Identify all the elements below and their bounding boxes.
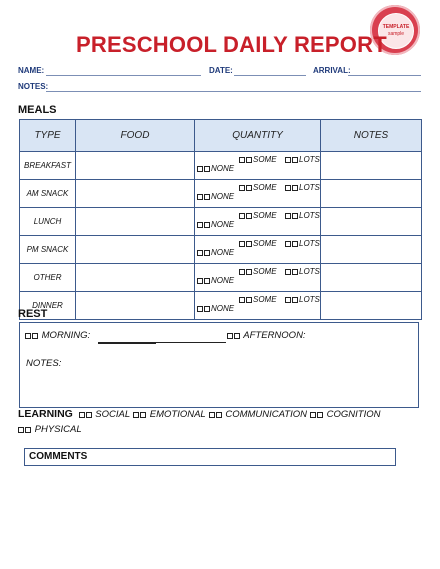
meals-table [19,119,422,320]
meal-food-cell[interactable] [76,264,195,292]
checkbox[interactable] [197,222,203,228]
morning-option[interactable] [25,330,90,341]
meal-row [20,236,422,264]
arrival-field[interactable] [348,75,421,76]
qty-none-label: NONE [211,164,235,173]
qty-some-label: SOME [253,183,277,192]
meal-quantity-cell [195,236,321,264]
qty-none-option[interactable] [197,276,234,285]
meal-notes-cell[interactable] [321,208,422,236]
qty-lots-option[interactable] [285,183,320,192]
morning-field-underline [98,343,156,344]
checkbox[interactable] [234,333,240,339]
checkbox[interactable] [239,157,245,163]
checkbox[interactable] [292,241,298,247]
checkbox[interactable] [25,427,31,433]
date-label: DATE: [209,66,233,75]
name-label: NAME: [18,66,45,75]
checkbox[interactable] [204,250,210,256]
checkbox[interactable] [310,412,316,418]
badge-line1: TEMPLATE [382,24,410,30]
checkbox[interactable] [197,278,203,284]
checkbox[interactable] [285,213,291,219]
qty-none-option[interactable] [197,248,234,257]
meal-type: AM SNACK [20,180,76,208]
meal-quantity-cell [195,180,321,208]
checkbox[interactable] [209,412,215,418]
checkbox[interactable] [204,306,210,312]
qty-some-option[interactable] [239,155,277,164]
checkbox[interactable] [18,427,24,433]
qty-lots-option[interactable] [285,239,320,248]
qty-some-label: SOME [253,211,277,220]
meal-notes-cell[interactable] [321,264,422,292]
rest-box [19,322,419,408]
meal-row [20,292,422,320]
checkbox[interactable] [227,333,233,339]
qty-some-label: SOME [253,239,277,248]
checkbox[interactable] [197,250,203,256]
checkbox[interactable] [292,297,298,303]
qty-some-label: SOME [253,267,277,276]
qty-lots-option[interactable] [285,155,320,164]
learning-option-label: SOCIAL [95,409,131,420]
checkbox[interactable] [292,213,298,219]
qty-some-option[interactable] [239,239,277,248]
meal-type: PM SNACK [20,236,76,264]
meal-notes-cell[interactable] [321,236,422,264]
qty-none-option[interactable] [197,164,234,173]
checkbox[interactable] [285,241,291,247]
comments-box[interactable]: COMMENTS [24,448,396,466]
meal-quantity-cell [195,152,321,180]
checkbox[interactable] [133,412,139,418]
qty-none-option[interactable] [197,192,234,201]
checkbox[interactable] [32,333,38,339]
afternoon-label: AFTERNOON: [243,330,306,341]
qty-some-option[interactable] [239,267,277,276]
learning-option[interactable] [18,424,380,435]
qty-some-label: SOME [253,295,277,304]
checkbox[interactable] [246,269,252,275]
checkbox[interactable] [317,412,323,418]
learning-options [18,409,380,435]
checkbox[interactable] [246,185,252,191]
learning-section [18,408,380,435]
qty-lots-label: LOTS [299,239,320,248]
learning-option[interactable] [209,409,307,420]
checkbox[interactable] [239,241,245,247]
meal-food-cell[interactable] [76,292,195,320]
checkbox[interactable] [197,166,203,172]
checkbox[interactable] [246,157,252,163]
checkbox[interactable] [285,269,291,275]
meal-type: DINNER [20,292,76,320]
checkbox[interactable] [285,157,291,163]
qty-none-label: NONE [211,248,235,257]
checkbox[interactable] [140,412,146,418]
checkbox[interactable] [204,222,210,228]
qty-none-label: NONE [211,276,235,285]
qty-none-label: NONE [211,192,235,201]
meal-notes-cell[interactable] [321,180,422,208]
meal-quantity-cell [195,292,321,320]
rest-heading: REST [18,308,48,320]
learning-option[interactable] [133,409,206,420]
badge-line2: sample [387,31,405,37]
qty-none-label: NONE [211,220,235,229]
meal-notes-cell[interactable] [321,152,422,180]
checkbox[interactable] [79,412,85,418]
qty-some-option[interactable] [239,295,277,304]
checkbox[interactable] [246,297,252,303]
col-notes: NOTES [321,120,422,152]
meal-food-cell[interactable] [76,208,195,236]
meal-row [20,152,422,180]
learning-option-label: EMOTIONAL [149,409,206,420]
learning-option[interactable] [79,409,131,420]
meals-header-row [20,120,422,152]
afternoon-option[interactable] [227,330,306,341]
qty-lots-label: LOTS [299,267,320,276]
date-field[interactable] [234,75,306,76]
checkbox[interactable] [246,213,252,219]
checkbox[interactable] [239,185,245,191]
checkbox[interactable] [239,213,245,219]
qty-lots-label: LOTS [299,295,320,304]
checkbox[interactable] [204,194,210,200]
qty-lots-option[interactable] [285,267,320,276]
notes-field[interactable] [46,91,421,92]
qty-none-option[interactable] [197,220,234,229]
qty-some-label: SOME [253,155,277,164]
meal-quantity-cell [195,208,321,236]
qty-some-option[interactable] [239,183,277,192]
notes-label: NOTES: [18,82,49,91]
checkbox[interactable] [285,297,291,303]
qty-lots-label: LOTS [299,155,320,164]
meal-type: OTHER [20,264,76,292]
qty-lots-option[interactable] [285,211,320,220]
checkbox[interactable] [285,185,291,191]
page-title: PRESCHOOL DAILY REPORT [76,32,387,57]
checkbox[interactable] [86,412,92,418]
learning-option-label: COGNITION [326,409,381,420]
meal-row [20,208,422,236]
checkbox[interactable] [216,412,222,418]
checkbox[interactable] [239,269,245,275]
col-type: TYPE [20,120,76,152]
meal-type: BREAKFAST [20,152,76,180]
checkbox[interactable] [292,269,298,275]
learning-heading: LEARNING [18,408,73,420]
checkbox[interactable] [204,278,210,284]
meal-notes-cell[interactable] [321,292,422,320]
qty-lots-label: LOTS [299,211,320,220]
qty-some-option[interactable] [239,211,277,220]
learning-option[interactable] [310,409,380,420]
qty-lots-label: LOTS [299,183,320,192]
morning-label: MORNING: [41,330,91,341]
checkbox[interactable] [239,297,245,303]
checkbox[interactable] [197,306,203,312]
qty-none-option[interactable] [197,304,234,313]
qty-none-label: NONE [211,304,235,313]
meal-row [20,264,422,292]
checkbox[interactable] [292,185,298,191]
checkbox[interactable] [292,157,298,163]
col-food: FOOD [76,120,195,152]
checkbox[interactable] [25,333,31,339]
meal-food-cell[interactable] [76,152,195,180]
meal-row [20,180,422,208]
meal-type: LUNCH [20,208,76,236]
learning-option-label: COMMUNICATION [225,409,307,420]
arrival-label: ARRIVAL: [313,66,351,75]
meal-quantity-cell [195,264,321,292]
checkbox[interactable] [204,166,210,172]
meal-food-cell[interactable] [76,180,195,208]
checkbox[interactable] [197,194,203,200]
name-field[interactable] [46,75,201,76]
rest-notes-label: NOTES: [26,358,62,369]
learning-option-label: PHYSICAL [34,424,82,435]
meal-food-cell[interactable] [76,236,195,264]
meals-heading: MEALS [18,104,57,116]
checkbox[interactable] [246,241,252,247]
col-quantity: QUANTITY [195,120,321,152]
qty-lots-option[interactable] [285,295,320,304]
